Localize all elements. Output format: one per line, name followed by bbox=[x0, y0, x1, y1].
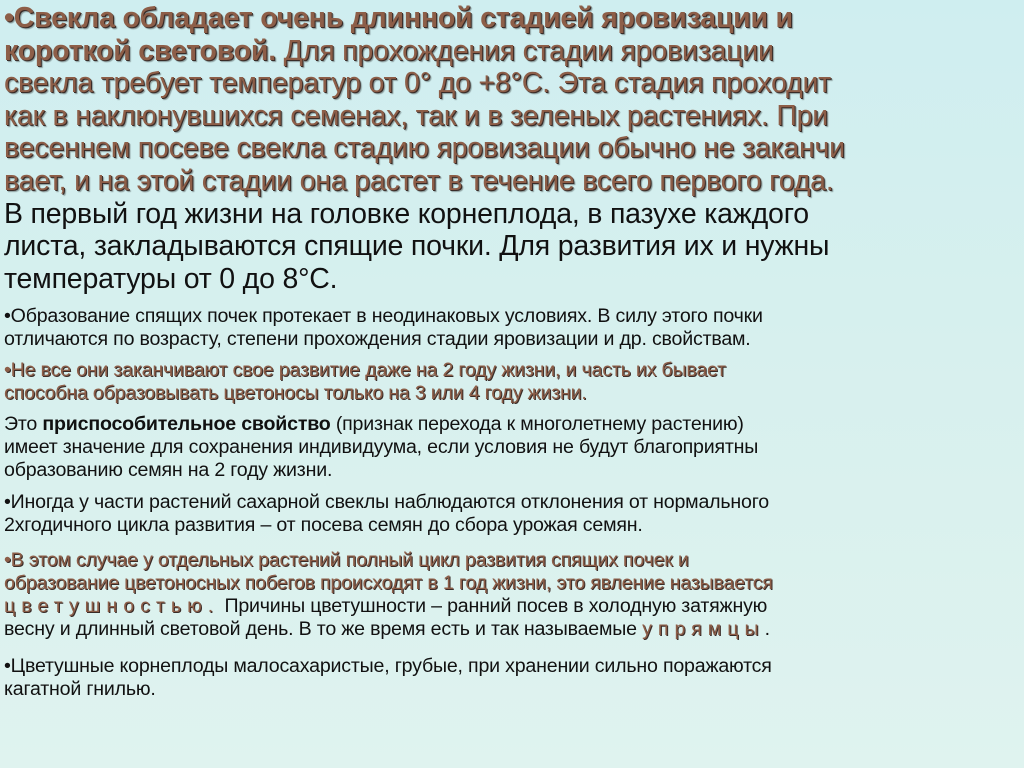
text-run: температуры от 0 до 8°С. bbox=[4, 262, 338, 295]
text-run: способна образовывать цветоносы только на 3 или 4 году жизни. bbox=[4, 382, 587, 404]
text-run: вает, и на этой стадии она растет в течение всего первого года. bbox=[4, 164, 834, 197]
text-run: весеннем посеве свекла стадию яровизации обычно не заканчи bbox=[4, 132, 845, 165]
text-run: кагатной гнилью. bbox=[4, 678, 156, 700]
text-run: 2хгодичного цикла развития – от посева семян до сбора урожая семян. bbox=[4, 514, 643, 536]
paragraph-vernalization bbox=[4, 2, 845, 295]
text-line bbox=[4, 413, 758, 436]
text-run: имеет значение для сохранения индивидуума, если условия не будут благоприятны bbox=[4, 436, 759, 458]
bullet-flower-stems bbox=[4, 359, 726, 405]
bullet-deviations bbox=[4, 491, 769, 537]
bullet-dormant-buds bbox=[4, 305, 763, 351]
text-line bbox=[4, 678, 772, 701]
text-line bbox=[4, 618, 773, 641]
text-run: •Образование спящих почек протекает в неодинаковых условиях. В силу этого почки bbox=[4, 305, 763, 327]
text-line bbox=[4, 436, 758, 459]
bullet-bolted-roots bbox=[4, 655, 772, 701]
text-run: Для прохождения стадии яровизации bbox=[283, 34, 774, 67]
text-run: •Цветушные корнеплоды малосахаристые, грубые, при хранении сильно поражаются bbox=[4, 655, 772, 677]
text-line bbox=[4, 459, 758, 482]
text-run: приспособительное свойство bbox=[42, 413, 331, 435]
text-run: листа, закладываются спящие почки. Для развития их и нужны bbox=[4, 230, 830, 263]
text-run: Причины цветушности – ранний посев в холодную затяжную bbox=[219, 595, 768, 617]
text-line bbox=[4, 100, 845, 133]
text-line bbox=[4, 491, 769, 514]
text-run: свекла требует температур от 0° до +8°С. Эта стадия проходит bbox=[4, 67, 832, 100]
bullet-bolting bbox=[4, 549, 773, 641]
text-line bbox=[4, 655, 772, 678]
text-run: весну и длинный световой день. В то же время есть и так называемые bbox=[4, 618, 643, 640]
text-line bbox=[4, 328, 763, 351]
text-run: упрямцы bbox=[642, 618, 765, 640]
text-line bbox=[4, 572, 773, 595]
text-run: •Свекла обладает очень длинной стадией яровизации и bbox=[4, 2, 793, 34]
text-run: •Не все они заканчивают свое развитие даже на 2 году жизни, и часть их бывает bbox=[4, 359, 726, 381]
text-run: (признак перехода к многолетнему растению) bbox=[330, 413, 744, 435]
text-line bbox=[4, 230, 845, 263]
text-line bbox=[4, 165, 845, 198]
text-run: Это bbox=[4, 413, 43, 435]
text-line bbox=[4, 359, 726, 382]
text-run: . bbox=[764, 618, 770, 640]
text-line bbox=[4, 382, 726, 405]
text-line bbox=[4, 549, 773, 572]
text-line bbox=[4, 35, 845, 68]
text-run: •Иногда у части растений сахарной свеклы наблюдаются отклонения от нормального bbox=[4, 491, 769, 513]
text-run: отличаются по возрасту, степени прохождения стадии яровизации и др. свойствам. bbox=[4, 328, 751, 350]
text-line bbox=[4, 595, 773, 618]
text-run: короткой световой. bbox=[4, 34, 284, 67]
text-line bbox=[4, 132, 845, 165]
text-line bbox=[4, 67, 845, 100]
text-line bbox=[4, 305, 763, 328]
text-line bbox=[4, 2, 845, 35]
text-line bbox=[4, 514, 769, 537]
text-run: В первый год жизни на головке корнеплода, в пазухе каждого bbox=[4, 197, 809, 230]
paragraph-adaptive-property bbox=[4, 413, 758, 482]
text-line bbox=[4, 198, 845, 231]
text-run: образование цветоносных побегов происходят в 1 год жизни, это явление называется bbox=[4, 572, 773, 594]
text-line bbox=[4, 263, 845, 296]
text-run: как в наклюнувшихся семенах, так и в зеленых растениях. При bbox=[4, 99, 828, 132]
text-run: цветушностью. bbox=[4, 595, 220, 617]
text-run: •В этом случае у отдельных растений полный цикл развития спящих почек и bbox=[4, 549, 689, 571]
text-run: образованию семян на 2 году жизни. bbox=[4, 459, 333, 481]
